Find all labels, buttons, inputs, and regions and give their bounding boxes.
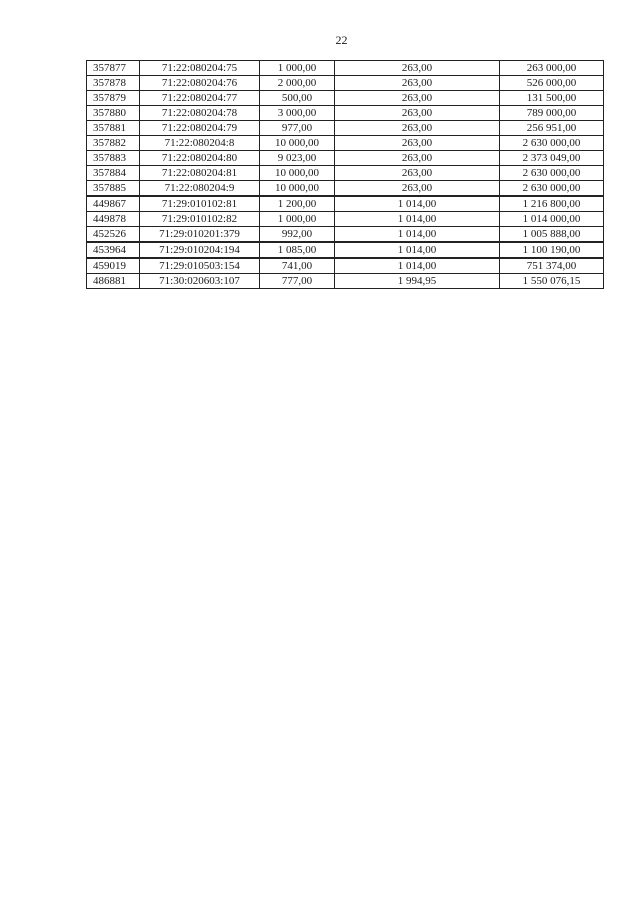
cell-value: 2 630 000,00 <box>500 136 604 151</box>
cell-record-id: 486881 <box>87 274 140 289</box>
cell-rate: 1 014,00 <box>335 227 500 243</box>
cell-cadastral-number: 71:29:010102:82 <box>140 212 260 227</box>
cell-record-id: 357879 <box>87 91 140 106</box>
table-row <box>87 274 604 289</box>
table-row <box>87 181 604 197</box>
cell-value: 1 550 076,15 <box>500 274 604 289</box>
cell-cadastral-number: 71:29:010201:379 <box>140 227 260 243</box>
table-row <box>87 61 604 76</box>
cell-rate: 263,00 <box>335 181 500 197</box>
cell-area: 992,00 <box>260 227 335 243</box>
cell-value: 1 014 000,00 <box>500 212 604 227</box>
table-row <box>87 76 604 91</box>
table-row <box>87 151 604 166</box>
cell-cadastral-number: 71:22:080204:76 <box>140 76 260 91</box>
cell-cadastral-number: 71:22:080204:78 <box>140 106 260 121</box>
table-row <box>87 227 604 243</box>
cell-record-id: 453964 <box>87 242 140 258</box>
cell-rate: 1 014,00 <box>335 212 500 227</box>
table-row <box>87 166 604 181</box>
cell-value: 526 000,00 <box>500 76 604 91</box>
cell-record-id: 449867 <box>87 196 140 212</box>
cell-cadastral-number: 71:30:020603:107 <box>140 274 260 289</box>
cell-record-id: 459019 <box>87 258 140 274</box>
cell-cadastral-number: 71:22:080204:81 <box>140 166 260 181</box>
cell-record-id: 357884 <box>87 166 140 181</box>
table-row <box>87 242 604 258</box>
cell-rate: 1 014,00 <box>335 258 500 274</box>
cell-value: 1 100 190,00 <box>500 242 604 258</box>
cell-value: 751 374,00 <box>500 258 604 274</box>
cell-rate: 1 014,00 <box>335 242 500 258</box>
table-row <box>87 91 604 106</box>
cell-record-id: 357882 <box>87 136 140 151</box>
cell-rate: 263,00 <box>335 121 500 136</box>
cell-value: 263 000,00 <box>500 61 604 76</box>
page-number: 22 <box>335 33 348 47</box>
cell-area: 1 000,00 <box>260 212 335 227</box>
cell-area: 977,00 <box>260 121 335 136</box>
cell-value: 789 000,00 <box>500 106 604 121</box>
cell-record-id: 357885 <box>87 181 140 197</box>
cell-area: 3 000,00 <box>260 106 335 121</box>
cell-cadastral-number: 71:22:080204:80 <box>140 151 260 166</box>
table-row <box>87 121 604 136</box>
cell-area: 1 085,00 <box>260 242 335 258</box>
cell-cadastral-number: 71:29:010102:81 <box>140 196 260 212</box>
cell-rate: 263,00 <box>335 136 500 151</box>
cell-area: 9 023,00 <box>260 151 335 166</box>
cell-value: 256 951,00 <box>500 121 604 136</box>
cell-cadastral-number: 71:22:080204:77 <box>140 91 260 106</box>
cell-rate: 263,00 <box>335 166 500 181</box>
cell-cadastral-number: 71:29:010503:154 <box>140 258 260 274</box>
data-table <box>86 60 604 289</box>
cell-cadastral-number: 71:22:080204:79 <box>140 121 260 136</box>
cell-value: 2 630 000,00 <box>500 166 604 181</box>
cell-cadastral-number: 71:22:080204:8 <box>140 136 260 151</box>
cell-area: 500,00 <box>260 91 335 106</box>
cell-record-id: 357881 <box>87 121 140 136</box>
cell-record-id: 357883 <box>87 151 140 166</box>
cell-cadastral-number: 71:22:080204:75 <box>140 61 260 76</box>
table-row <box>87 136 604 151</box>
cell-record-id: 357880 <box>87 106 140 121</box>
cell-value: 2 373 049,00 <box>500 151 604 166</box>
cell-rate: 263,00 <box>335 91 500 106</box>
cell-value: 1 216 800,00 <box>500 196 604 212</box>
cell-rate: 263,00 <box>335 61 500 76</box>
cell-area: 1 200,00 <box>260 196 335 212</box>
cell-value: 131 500,00 <box>500 91 604 106</box>
table-row <box>87 196 604 212</box>
cell-cadastral-number: 71:22:080204:9 <box>140 181 260 197</box>
cell-record-id: 357878 <box>87 76 140 91</box>
cell-cadastral-number: 71:29:010204:194 <box>140 242 260 258</box>
table-row <box>87 106 604 121</box>
cell-area: 10 000,00 <box>260 136 335 151</box>
cell-rate: 1 014,00 <box>335 196 500 212</box>
cell-rate: 1 994,95 <box>335 274 500 289</box>
cell-area: 2 000,00 <box>260 76 335 91</box>
table-row <box>87 258 604 274</box>
cell-value: 1 005 888,00 <box>500 227 604 243</box>
cell-rate: 263,00 <box>335 106 500 121</box>
cell-record-id: 452526 <box>87 227 140 243</box>
cell-value: 2 630 000,00 <box>500 181 604 197</box>
cell-area: 10 000,00 <box>260 181 335 197</box>
cell-area: 1 000,00 <box>260 61 335 76</box>
cell-area: 777,00 <box>260 274 335 289</box>
cell-record-id: 449878 <box>87 212 140 227</box>
cell-rate: 263,00 <box>335 151 500 166</box>
cell-record-id: 357877 <box>87 61 140 76</box>
cell-rate: 263,00 <box>335 76 500 91</box>
cell-area: 741,00 <box>260 258 335 274</box>
table-row <box>87 212 604 227</box>
cell-area: 10 000,00 <box>260 166 335 181</box>
